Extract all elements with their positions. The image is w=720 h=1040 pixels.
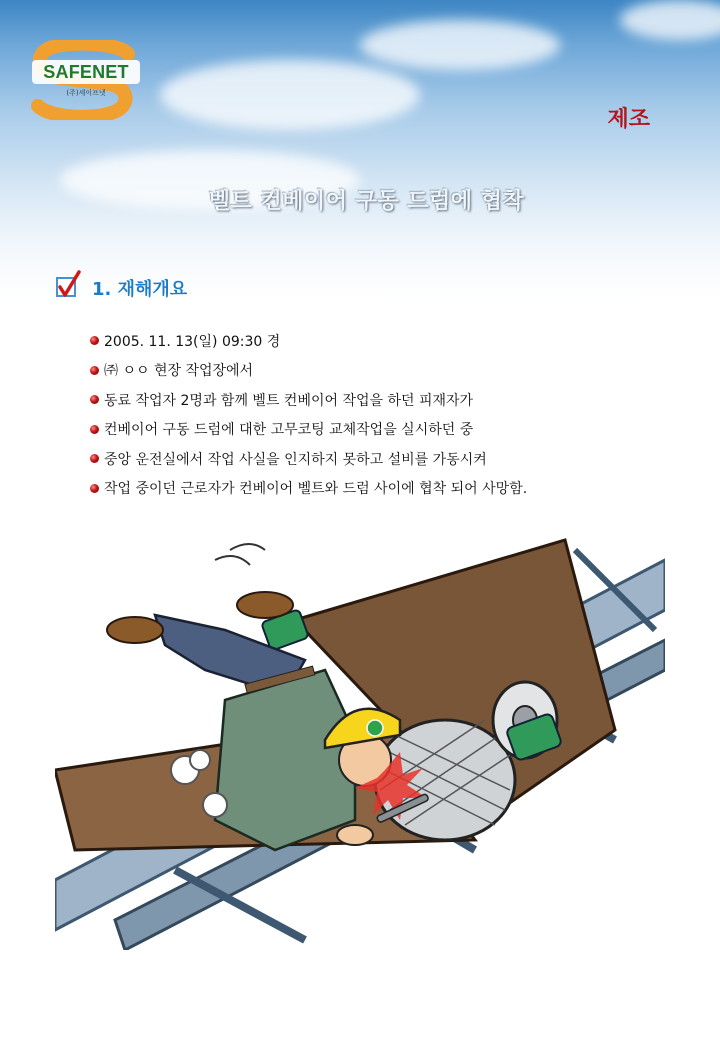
accident-illustration <box>55 520 665 950</box>
worker-body <box>215 670 355 850</box>
list-item <box>90 356 527 386</box>
motion-lines <box>215 544 265 565</box>
bullet-icon <box>90 395 99 404</box>
section-title: 1. 재해개요 <box>92 279 188 300</box>
category-label: 제조 <box>607 107 650 132</box>
logo-text: SAFENET <box>43 62 129 82</box>
page-title: 벨트 컨베이어 구동 드럼에 협착 <box>208 189 525 214</box>
bullet-icon <box>90 484 99 493</box>
helmet-cross-icon <box>367 720 383 736</box>
smoke-puff <box>203 793 227 817</box>
list-item <box>90 415 527 445</box>
list-item <box>90 444 527 474</box>
list-item-text: 동료 작업자 2명과 함께 벨트 컨베이어 작업을 하던 피재자가 <box>104 392 474 409</box>
list-item-text: 중앙 운전실에서 작업 사실을 인지하지 못하고 설비를 가동시켜 <box>104 451 487 468</box>
list-item-text: 2005. 11. 13(일) 09:30 경 <box>104 333 281 350</box>
worker-hand <box>337 825 373 845</box>
bullet-icon <box>90 336 99 345</box>
list-item-text: 작업 중이던 근로자가 컨베이어 벨트와 드럼 사이에 협착 되어 사망함. <box>104 481 528 498</box>
list-item <box>90 474 527 504</box>
bullet-icon <box>90 425 99 434</box>
checkbox-check-icon <box>55 270 81 300</box>
cloud-shape <box>620 0 720 40</box>
worker-boot <box>237 592 293 618</box>
cloud-shape <box>160 60 420 130</box>
list-item-text: ㈜ ㅇㅇ 현장 작업장에서 <box>104 363 254 380</box>
bullet-icon <box>90 454 99 463</box>
list-item-text: 컨베이어 구동 드럼에 대한 고무코팅 교체작업을 실시하던 중 <box>104 422 474 439</box>
bullet-icon <box>90 366 99 375</box>
cloud-shape <box>360 20 560 70</box>
list-item <box>90 326 527 356</box>
smoke-puff <box>190 750 210 770</box>
logo-subtext: (주)세이프넷 <box>66 89 106 97</box>
list-item <box>90 385 527 415</box>
company-logo <box>30 40 142 120</box>
incident-summary-list <box>90 326 527 503</box>
worker-boot <box>107 617 163 643</box>
